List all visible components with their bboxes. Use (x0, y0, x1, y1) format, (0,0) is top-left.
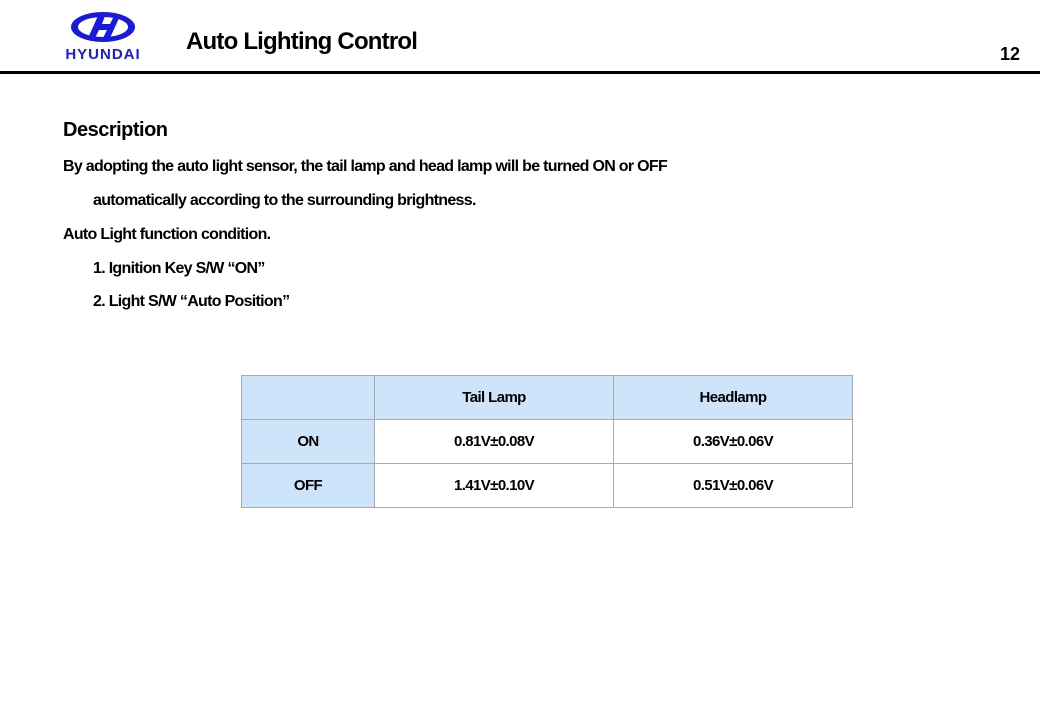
logo-text: HYUNDAI (65, 46, 141, 63)
header-divider (0, 71, 1040, 74)
row-label: OFF (242, 464, 375, 508)
condition-item: 1. Ignition Key S/W “ON” (93, 260, 265, 277)
page-title: Auto Lighting Control (186, 28, 418, 55)
voltage-table (241, 375, 853, 508)
hyundai-emblem-icon (58, 10, 148, 46)
table-row (242, 420, 853, 464)
table-header-cell (242, 376, 375, 420)
description-line: By adopting the auto light sensor, the tail lamp and head lamp will be turned ON or OFF (63, 158, 668, 175)
description-line: automatically according to the surrounding brightness. (93, 192, 476, 209)
table-cell: 0.36V±0.06V (614, 420, 853, 464)
section-heading: Description (63, 119, 168, 141)
hyundai-logo (58, 10, 148, 64)
table-header-cell: Tail Lamp (375, 376, 614, 420)
table-row (242, 464, 853, 508)
table-header-row (242, 376, 853, 420)
table-cell: 0.51V±0.06V (614, 464, 853, 508)
condition-item: 2. Light S/W “Auto Position” (93, 293, 290, 310)
table-header-cell: Headlamp (614, 376, 853, 420)
table-cell: 0.81V±0.08V (375, 420, 614, 464)
table-cell: 1.41V±0.10V (375, 464, 614, 508)
page-number: 12 (999, 44, 1020, 64)
condition-heading: Auto Light function condition. (63, 226, 271, 243)
row-label: ON (242, 420, 375, 464)
